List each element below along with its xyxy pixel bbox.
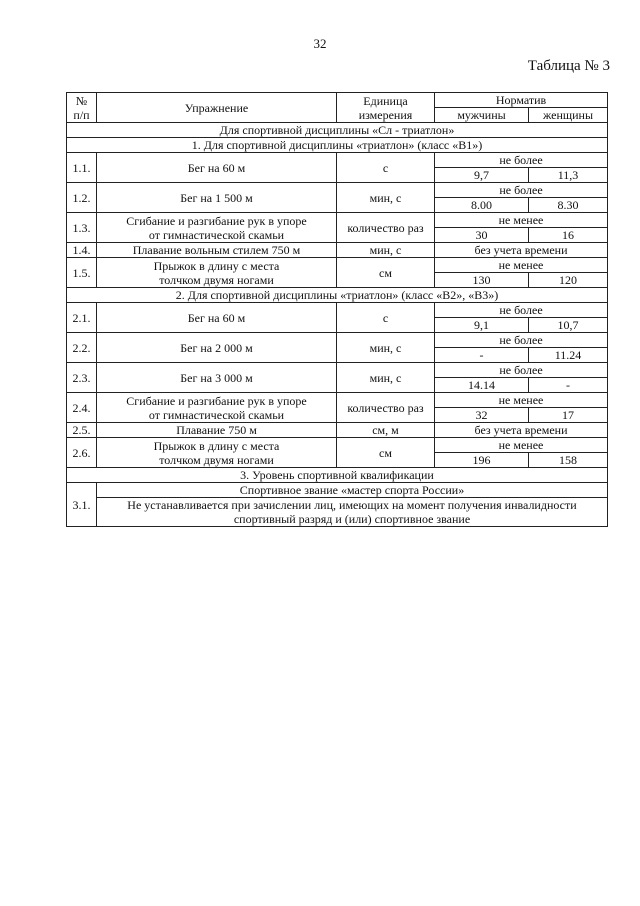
norms-table-body [67,93,608,527]
norm-condition: не менее [435,258,608,273]
exercise-line1: Прыжок в длину с места [153,258,280,273]
norm-men: 130 [435,273,529,288]
norm-women: 158 [529,453,608,468]
table-row [67,183,608,198]
row-number: 1.5. [67,258,97,288]
norm-men: 30 [435,228,529,243]
section-title: 1. Для спортивной дисциплины «триатлон» (класс «В1») [67,138,608,153]
table-row [67,258,608,273]
norm-women: 8.30 [529,198,608,213]
exercise-name [97,153,337,183]
exercise-line1: Бег на 1 500 м [180,190,253,205]
exercise-name [97,423,337,438]
table-row [67,393,608,408]
exercise-line1: Плавание вольным стилем 750 м [132,243,301,257]
qualification-row [67,468,608,483]
discipline-title: Для спортивной дисциплины «Сл - триатлон» [67,123,608,138]
norm-single: без учета времени [435,243,608,258]
unit-cell: мин, с [337,363,435,393]
row-number: 1.4. [67,243,97,258]
norm-condition: не более [435,363,608,378]
norm-condition: не более [435,303,608,318]
exercise-line1: Бег на 2 000 м [180,340,253,355]
header-norm: Норматив [435,93,608,108]
page-number: 32 [313,36,327,51]
norm-condition: не менее [435,393,608,408]
row-number: 2.2. [67,333,97,363]
exercise-line2: толчком двумя ногами [159,272,274,287]
norm-women: - [529,378,608,393]
exercise-name [97,213,337,243]
header-num [67,93,97,123]
exercise-line1: Бег на 60 м [187,310,246,325]
exercise-name [97,243,337,258]
unit-cell: см [337,438,435,468]
norm-condition: не менее [435,213,608,228]
header-unit-line1: Единица [363,93,408,108]
table-label: Таблица № 3 [527,58,610,74]
norm-single: без учета времени [435,423,608,438]
qualification-text-row [67,498,608,527]
table-row [67,303,608,318]
exercise-line1: Сгибание и разгибание рук в упоре [126,393,307,408]
header-unit [337,93,435,123]
norm-men: 9,1 [435,318,529,333]
unit-cell: мин, с [337,333,435,363]
unit-cell: см [337,258,435,288]
unit-cell: количество раз [337,393,435,423]
norm-condition: не более [435,183,608,198]
norm-women: 17 [529,408,608,423]
norm-men: 14.14 [435,378,529,393]
unit-cell: мин, с [337,243,435,258]
exercise-line2: от гимнастической скамьи [148,227,285,242]
row-number: 1.3. [67,213,97,243]
header-num-line2: п/п [73,107,90,122]
unit-cell: количество раз [337,213,435,243]
qualification-text: Не устанавливается при зачислении лиц, имеющих на момент получения инвалидности спортивный разряд и (или) спортивное звание [97,498,608,527]
unit-cell: мин, с [337,183,435,213]
exercise-line1: Плавание 750 м [176,423,257,437]
qualification-subtitle: Спортивное звание «мастер спорта России» [97,483,608,498]
norm-women: 120 [529,273,608,288]
table-row [67,438,608,453]
exercise-name [97,333,337,363]
exercise-line2: толчком двумя ногами [159,452,274,467]
unit-cell: с [337,303,435,333]
unit-cell: с [337,153,435,183]
row-number: 2.1. [67,303,97,333]
unit-cell: см, м [337,423,435,438]
table-row [67,243,608,258]
norm-women: 16 [529,228,608,243]
norm-men: 196 [435,453,529,468]
exercise-line1: Бег на 60 м [187,160,246,175]
header-men: мужчины [435,108,529,123]
exercise-line1: Прыжок в длину с места [153,438,280,453]
norm-condition: не более [435,333,608,348]
table-row [67,363,608,378]
header-unit-line2: измерения [358,107,413,122]
exercise-line1: Сгибание и разгибание рук в упоре [126,213,307,228]
exercise-line2: от гимнастической скамьи [148,407,285,422]
norm-men: 9,7 [435,168,529,183]
exercise-name [97,258,337,288]
norm-men: 8.00 [435,198,529,213]
header-row [67,93,608,108]
row-number: 2.6. [67,438,97,468]
norm-men: - [435,348,529,363]
norm-men: 32 [435,408,529,423]
qualification-subrow [67,483,608,498]
qualification-num: 3.1. [67,483,97,527]
section-row [67,288,608,303]
norm-women: 11,3 [529,168,608,183]
exercise-name [97,363,337,393]
norms-table [66,92,608,527]
row-number: 1.2. [67,183,97,213]
section-title: 2. Для спортивной дисциплины «триатлон» (класс «В2», «В3») [67,288,608,303]
norm-condition: не менее [435,438,608,453]
table-row [67,153,608,168]
exercise-name [97,303,337,333]
header-num-line1: № [75,93,88,108]
exercise-line1: Бег на 3 000 м [180,370,253,385]
exercise-name [97,183,337,213]
qualification-title: 3. Уровень спортивной квалификации [67,468,608,483]
table-row [67,423,608,438]
header-exercise: Упражнение [97,93,337,123]
discipline-row [67,123,608,138]
row-number: 2.5. [67,423,97,438]
exercise-name [97,438,337,468]
row-number: 2.4. [67,393,97,423]
norm-women: 11.24 [529,348,608,363]
norm-women: 10,7 [529,318,608,333]
table-row [67,213,608,228]
table-row [67,333,608,348]
section-row [67,138,608,153]
row-number: 2.3. [67,363,97,393]
header-women: женщины [529,108,608,123]
exercise-name [97,393,337,423]
norm-condition: не более [435,153,608,168]
row-number: 1.1. [67,153,97,183]
